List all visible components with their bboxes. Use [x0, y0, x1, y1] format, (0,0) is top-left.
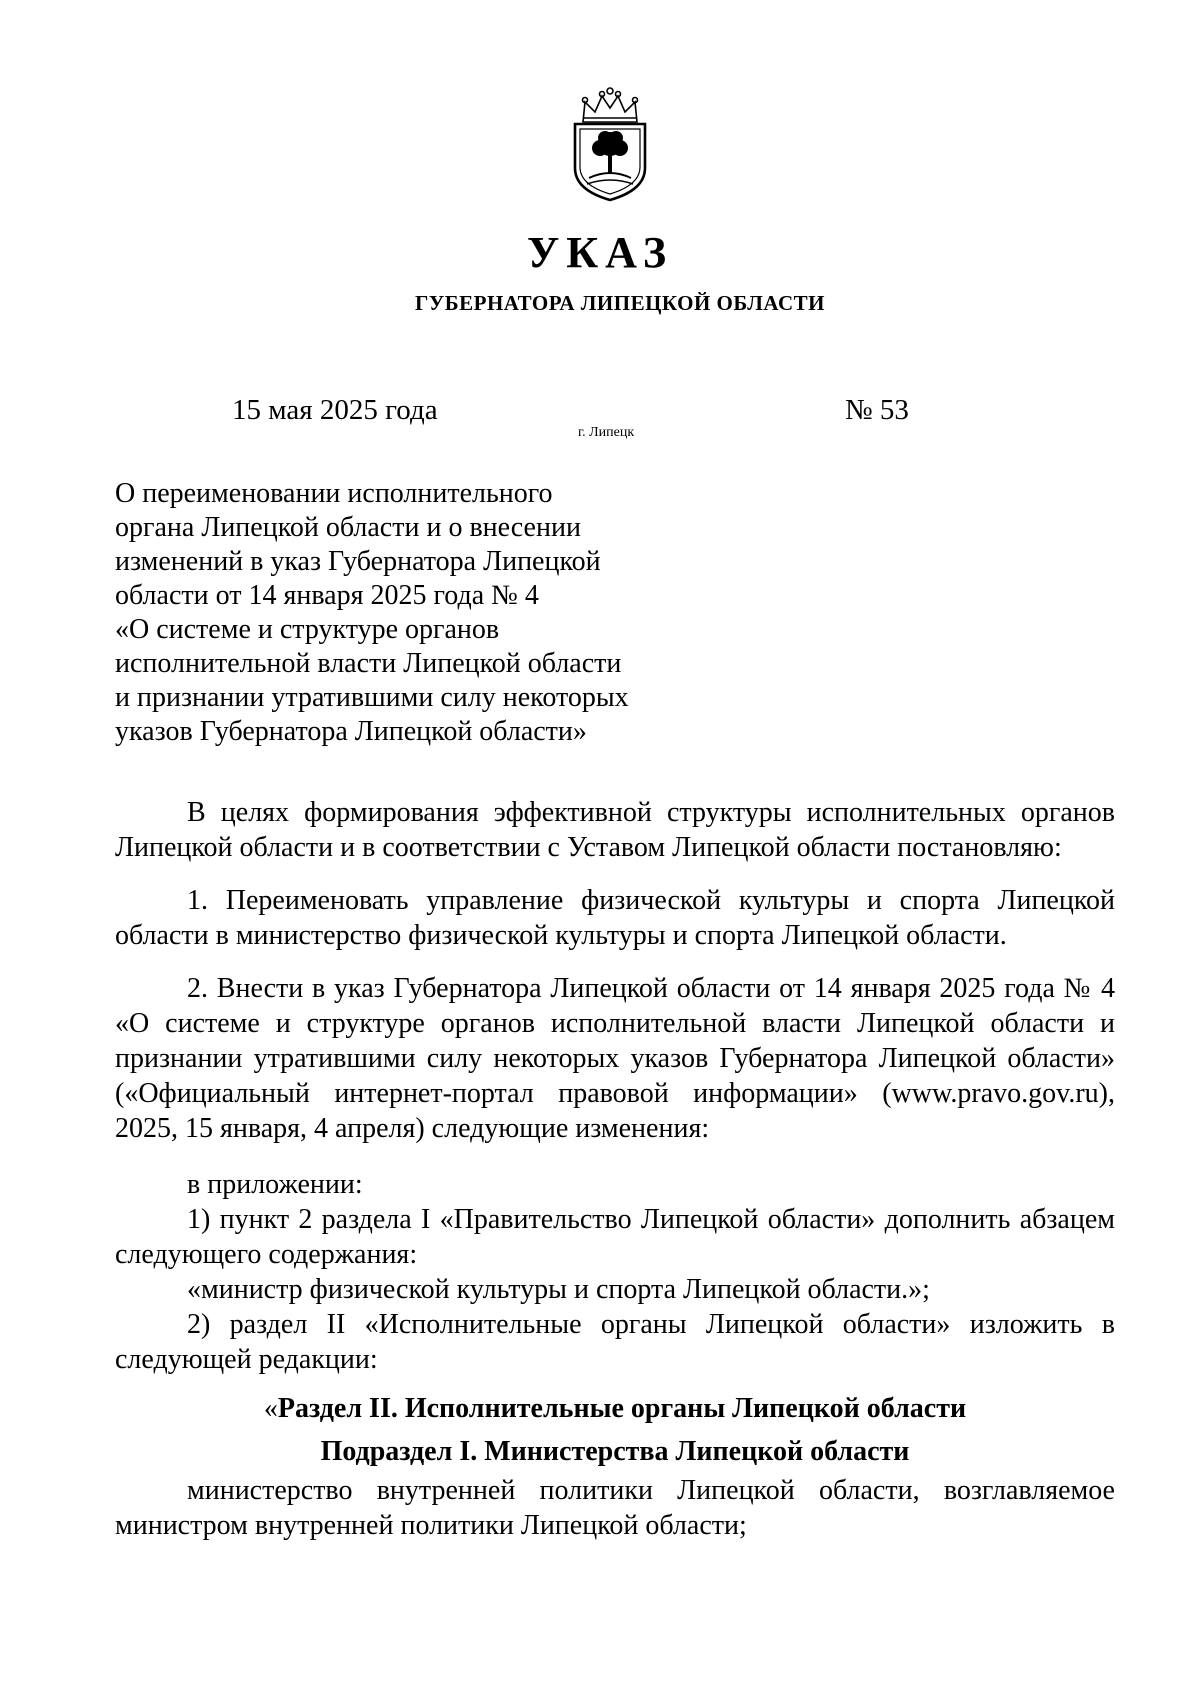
decree-city: г. Липецк — [578, 425, 635, 440]
decree-date: 15 мая 2025 года — [232, 394, 438, 426]
subject-line: исполнительной власти Липецкой области — [115, 648, 622, 679]
section-title: Раздел II. Исполнительные органы Липецкой области — [277, 1393, 967, 1424]
annex-intro-paragraph: в приложении: — [187, 1169, 363, 1200]
section-heading — [115, 1391, 1115, 1426]
subitem-1-paragraph: 1) пункт 2 раздела I «Правительство Липецкой области» дополнить абзацем следующего содержания: — [115, 1204, 1115, 1270]
preamble-paragraph: В целях формирования эффективной структуры исполнительных органов Липецкой области и в соответствии с Уставом Липецкой области постановляю: — [115, 797, 1115, 863]
subject-line: органа Липецкой области и о внесении — [115, 512, 581, 543]
subsection-heading: Подраздел I. Министерства Липецкой области — [320, 1436, 910, 1467]
item-1-paragraph: 1. Переименовать управление физической культуры и спорта Липецкой области в министерство физической культуры и спорта Липецкой области. — [115, 885, 1115, 951]
document-type-title: УКАЗ — [526, 228, 674, 277]
item-2-paragraph: 2. Внести в указ Губернатора Липецкой области от 14 января 2025 года № 4 «О системе и структуре органов исполнительной власти Липецкой области и признании утратившими силу некоторых указов Губернатора Липецкой области» («Официальный интернет-портал правовой информации» (www.pravo.gov.ru), 2025, 15 января, 4 апреля) следующие изменения: — [115, 973, 1115, 1144]
section-quote-mark: « — [263, 1393, 278, 1424]
decree-subject — [115, 477, 675, 749]
subject-line: «О системе и структуре органов — [115, 614, 500, 645]
subitem-2-paragraph: 2) раздел II «Исполнительные органы Липецкой области» изложить в следующей редакции: — [115, 1309, 1115, 1375]
decree-number: № 53 — [845, 394, 909, 426]
subject-line: О переименовании исполнительного — [115, 478, 553, 509]
subitem-1-quote: «министр физической культуры и спорта Липецкой области.»; — [187, 1274, 930, 1305]
lipetsk-coat-of-arms-icon — [567, 86, 653, 204]
decree-body — [115, 795, 1115, 1543]
subject-line: и признании утратившими силу некоторых — [115, 682, 629, 713]
issuer-title: ГУБЕРНАТОРА ЛИПЕЦКОЙ ОБЛАСТИ — [414, 291, 826, 315]
subject-line: указов Губернатора Липецкой области» — [115, 716, 587, 747]
subject-line: области от 14 января 2025 года № 4 — [115, 580, 539, 611]
ministry-paragraph: министерство внутренней политики Липецкой области, возглавляемое министром внутренней политики Липецкой области; — [115, 1475, 1115, 1541]
subject-line: изменений в указ Губернатора Липецкой — [115, 546, 601, 577]
